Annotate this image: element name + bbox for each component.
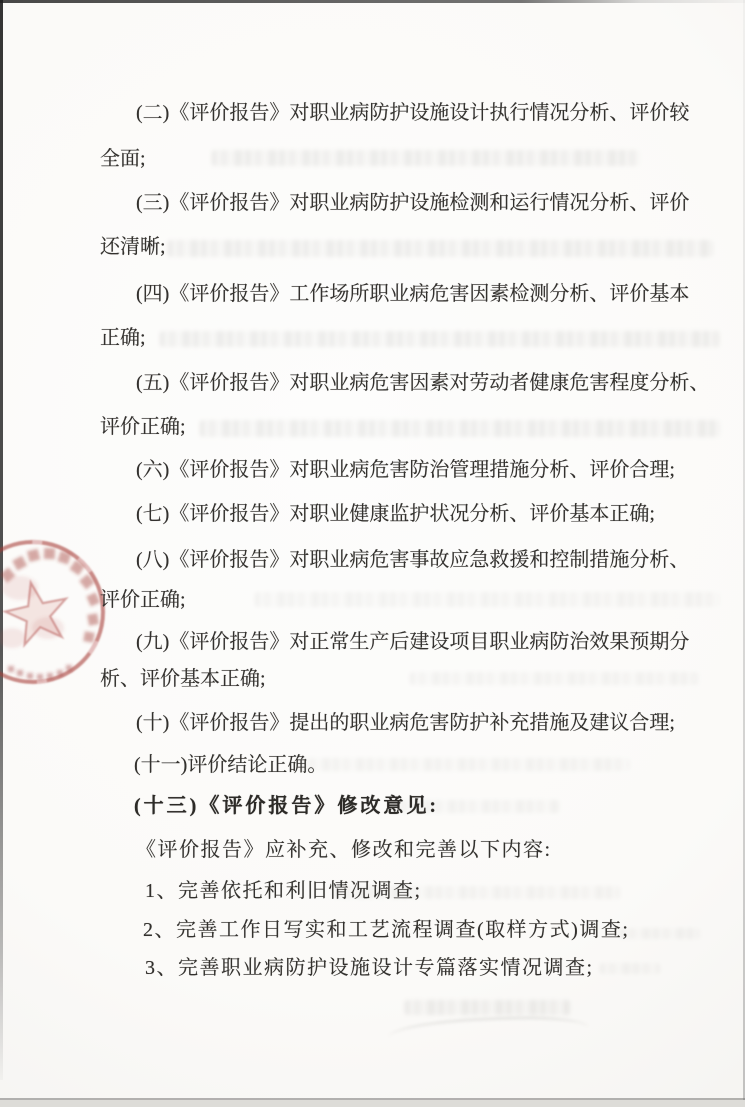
doc-line-item10: (十)《评价报告》提出的职业病危害防护补充措施及建议合理;	[136, 712, 675, 734]
doc-line-item13-heading: (十三)《评价报告》修改意见:	[134, 795, 439, 817]
doc-line-item2-b: 全面;	[100, 148, 146, 170]
doc-line-item4-a: (四)《评价报告》工作场所职业病危害因素检测分析、评价基本	[136, 283, 690, 305]
bleed-through-curve-artifact	[388, 1015, 588, 1038]
official-seal-stamp	[0, 518, 112, 708]
bleed-through-artifact	[200, 420, 720, 437]
bleed-through-artifact	[410, 672, 700, 685]
bleed-through-artifact	[392, 800, 560, 813]
doc-line-item6: (六)《评价报告》对职业病危害防治管理措施分析、评价合理;	[136, 459, 675, 481]
bleed-through-artifact	[168, 240, 713, 257]
bleed-through-artifact	[300, 758, 630, 771]
bleed-through-artifact	[405, 1000, 570, 1015]
doc-line-item7: (七)《评价报告》对职业健康监护状况分析、评价基本正确;	[136, 503, 655, 525]
doc-line-item11: (十一)评价结论正确。	[134, 754, 328, 776]
doc-line-sub1: 1、完善依托和利旧情况调查;	[145, 880, 422, 902]
doc-line-item8-b: 评价正确;	[100, 589, 186, 611]
doc-line-item4-b: 正确;	[100, 327, 146, 349]
scan-edge-top	[0, 0, 745, 3]
doc-line-item5-b: 评价正确;	[100, 416, 186, 438]
bleed-through-artifact	[335, 886, 620, 899]
doc-line-intro: 《评价报告》应补充、修改和完善以下内容:	[136, 839, 552, 861]
bleed-through-artifact	[620, 928, 700, 939]
doc-line-item5-a: (五)《评价报告》对职业病危害因素对劳动者健康危害程度分析、	[136, 372, 710, 394]
doc-line-item3-b: 还清晰;	[100, 236, 166, 258]
scan-edge-bottom-band	[0, 1100, 745, 1107]
doc-line-item2-a: (二)《评价报告》对职业病防护设施设计执行情况分析、评价较	[136, 102, 690, 124]
doc-line-item8-a: (八)《评价报告》对职业病危害事故应急救援和控制措施分析、	[136, 549, 690, 571]
bleed-through-artifact	[255, 592, 720, 607]
bleed-through-artifact	[212, 150, 640, 166]
bleed-through-artifact	[160, 331, 720, 347]
bleed-through-artifact	[600, 963, 660, 974]
doc-line-item3-a: (三)《评价报告》对职业病防护设施检测和运行情况分析、评价	[136, 192, 690, 214]
doc-line-item9-a: (九)《评价报告》对正常生产后建设项目职业病防治效果预期分	[136, 631, 690, 653]
doc-line-item9-b: 析、评价基本正确;	[100, 668, 266, 690]
doc-line-sub2: 2、完善工作日写实和工艺流程调查(取样方式)调查;	[143, 919, 630, 941]
doc-line-sub3: 3、完善职业病防护设施设计专篇落实情况调查;	[145, 957, 594, 979]
